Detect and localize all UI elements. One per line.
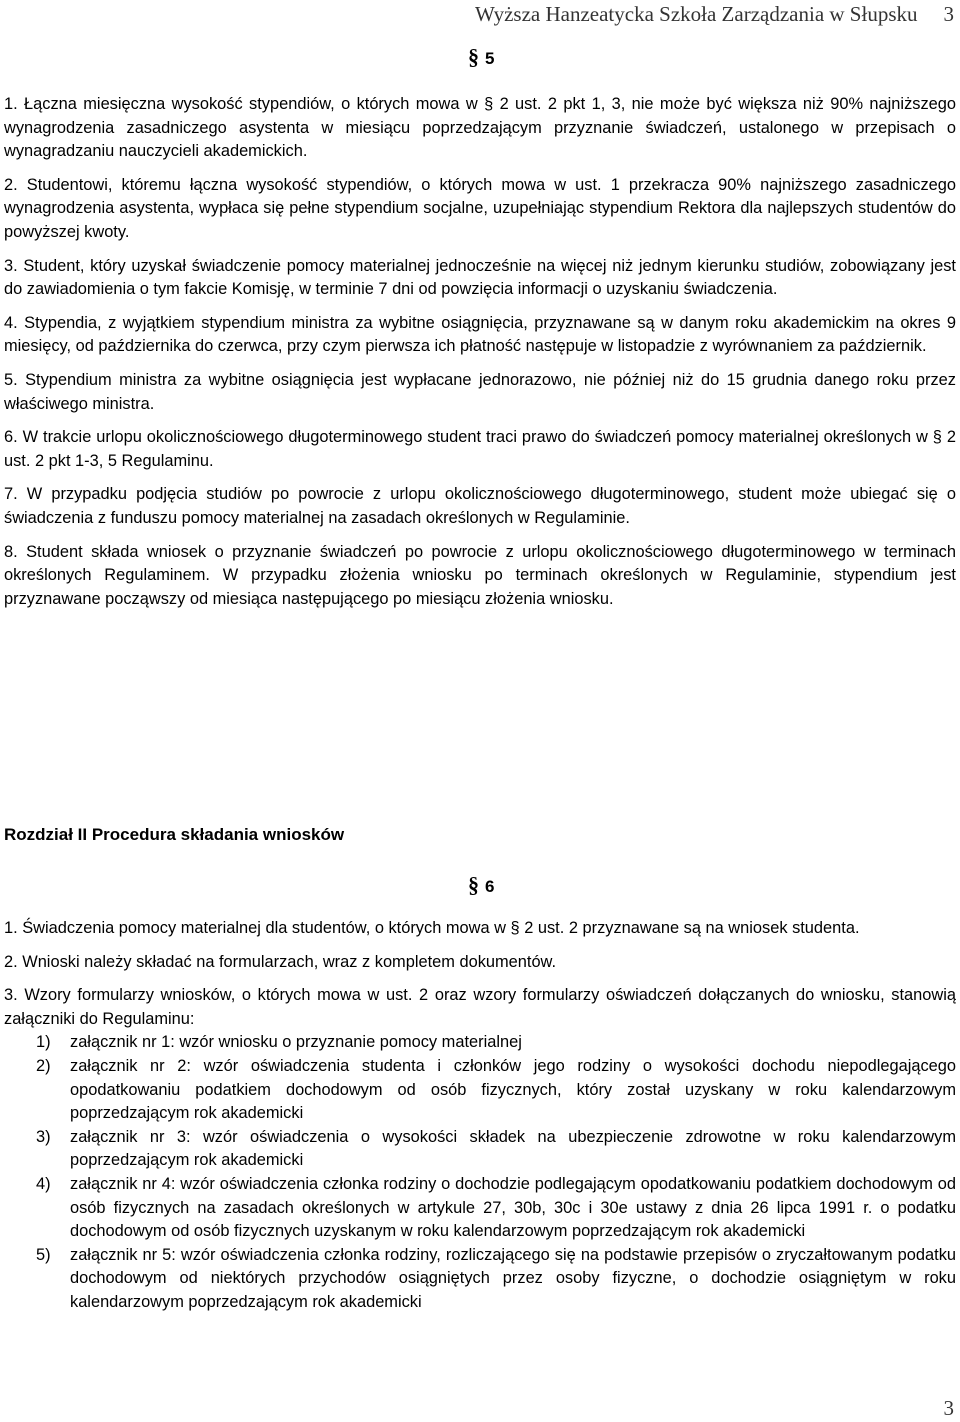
section-number: 5 (485, 49, 495, 68)
paragraph: 7. W przypadku podjęcia studiów po powrocie z urlopu okolicznościowego długoterminowego, student może ubiegać się o świadczenia z funduszu pomocy materialnej na zasadach określonych w Regulaminie. (4, 485, 956, 527)
header-title: Wyższa Hanzeatycka Szkoła Zarządzania w Słupsku (475, 2, 918, 26)
attachments-list (4, 1031, 956, 1314)
list-item (4, 1173, 956, 1244)
section-6-body (4, 917, 956, 1315)
section-symbol: § (468, 44, 479, 69)
paragraph: 1. Świadczenia pomocy materialnej dla studentów, o których mowa w § 2 ust. 2 przyznawane są na wniosek studenta. (4, 919, 860, 937)
paragraph: 4. Stypendia, z wyjątkiem stypendium ministra za wybitne osiągnięcia, przyznawane są w danym roku akademickim na okres 9 miesięcy, od października do czerwca, przy czym pierwsza ich płatność następuje w listopadzie z wyrównaniem za październik. (4, 313, 956, 356)
paragraph: 3. Student, który uzyskał świadczenie pomocy materialnej jednocześnie na więcej niż jednym kierunku studiów, zobowiązany jest do zawiadomienia o tym fakcie Komisję, w terminie 7 dni od powzięcia informacji o uzyskaniu świadczenia. (4, 256, 956, 299)
list-item (4, 1244, 956, 1315)
paragraph: 5. Stypendium ministra za wybitne osiągnięcia jest wypłacane jednorazowo, nie później niż do 15 grudnia danego roku przez właściwego ministra. (4, 370, 956, 413)
list-item-text: załącznik nr 3: wzór oświadczenia o wysokości składek na ubezpieczenie zdrowotne w roku kalendarzowym poprzedzającym rok akademicki (70, 1127, 956, 1170)
section-heading-5 (468, 44, 494, 70)
section-number: 6 (485, 877, 495, 896)
chapter-title: Rozdział II Procedura składania wniosków (4, 825, 345, 844)
list-item (4, 1055, 956, 1126)
list-item-number: 1) (36, 1033, 51, 1052)
paragraph: 1. Łączna miesięczna wysokość stypendiów, o których mowa w § 2 ust. 2 pkt 1, 3, nie może być większa niż 90% najniższego wynagrodzenia zasadniczego asystenta w miesiącu poprzedzającym przyznanie świadczeń, ustalonego w przepisach o wynagradzaniu nauczycieli akademickich. (4, 95, 956, 161)
footer-page-number: 3 (943, 1396, 954, 1420)
list-item-text: załącznik nr 2: wzór oświadczenia studenta i członków jego rodziny o wysokości dochodu niepodlegającego opodatkowaniu podatkiem dochodowym od osób fizycznych, który został uzyskany w roku kalendarzowym poprzedzającym rok akademicki (70, 1056, 956, 1123)
paragraph: 8. Student składa wniosek o przyznanie świadczeń po powrocie z urlopu okolicznościowego długoterminowego w terminach określonych Regulaminem. W przypadku złożenia wniosku po terminach określonych w Regulaminie, stypendium jest przyznawane począwszy od miesiąca następującego po miesiącu złożenia wniosku. (4, 542, 956, 608)
list-item-number: 4) (36, 1174, 51, 1193)
section-symbol: § (468, 872, 479, 897)
header-page-number: 3 (943, 2, 954, 26)
list-item-number: 2) (36, 1056, 51, 1075)
paragraph: 2. Studentowi, któremu łączna wysokość stypendiów, o których mowa w ust. 1 przekracza 90% najniższego zasadniczego wynagrodzenia asystenta, wypłaca się pełne stypendium socjalne, uzupełniając stypendium Rektora dla najlepszych studentów do powyższej kwoty. (4, 175, 956, 241)
list-item-number: 5) (36, 1245, 51, 1264)
section-5-body (4, 93, 956, 611)
section-heading-6 (468, 872, 494, 898)
paragraph: 3. Wzory formularzy wniosków, o których mowa w ust. 2 oraz wzory formularzy oświadczeń dołączanych do wniosku, stanowią załączniki do Regulaminu: (4, 986, 956, 1028)
list-item (4, 1031, 956, 1055)
list-item-number: 3) (36, 1127, 51, 1146)
page-header (475, 2, 954, 27)
list-item-text: załącznik nr 5: wzór oświadczenia członka rodziny, rozliczającego się na podstawie przepisów o zryczałtowanym podatku dochodowym od niektórych przychodów osiągniętych przez osoby fizyczne, o dochodzie osiągniętym w roku kalendarzowym poprzedzającym rok akademicki (70, 1245, 956, 1311)
paragraph: 2. Wnioski należy składać na formularzach, wraz z kompletem dokumentów. (4, 952, 557, 971)
list-item-text: załącznik nr 1: wzór wniosku o przyznanie pomocy materialnej (70, 1033, 522, 1052)
list-item (4, 1126, 956, 1173)
paragraph: 6. W trakcie urlopu okolicznościowego długoterminowego student traci prawo do świadczeń pomocy materialnej określonych w § 2 ust. 2 pkt 1-3, 5 Regulaminu. (4, 428, 956, 470)
list-item-text: załącznik nr 4: wzór oświadczenia członka rodziny o dochodzie podlegającym opodatkowaniu podatkiem dochodowym od osób fizycznych na zasadach określonych w artykule 27, 30b, 30c i 30e ustawy z dnia 26 lipca 1991 r. o podatku dochodowym od osób fizycznych uzyskanym w roku kalendarzowym poprzedzającym rok akademicki (70, 1174, 956, 1241)
